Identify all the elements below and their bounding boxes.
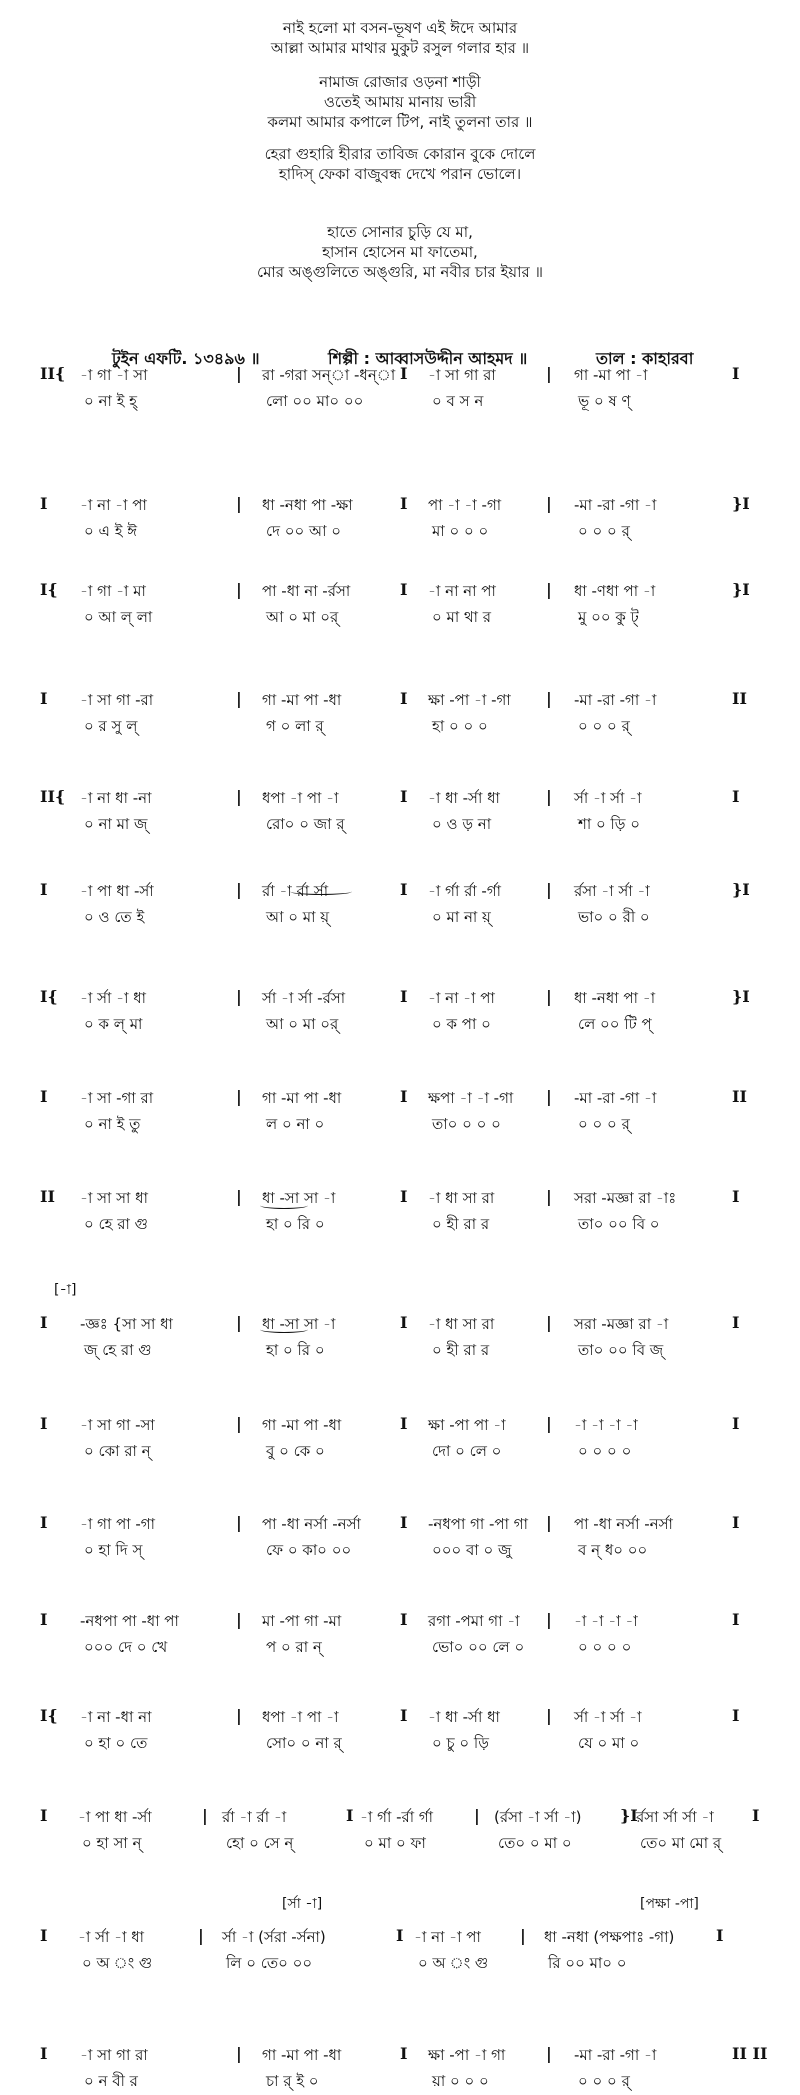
note-group: র্রসা -া র্সা -া [574,882,650,900]
syllable-group: ০ মা ০ ফা [364,1834,426,1852]
syllable-line [0,715,800,739]
bar-line: II [40,1187,55,1206]
syllable-group: হা ০ রি ০ [266,1341,325,1359]
note-group: -া না ধা -না [80,789,152,807]
bar-line: | [236,787,242,806]
syllable-group: ০ অ ং গু [418,1954,489,1972]
bar-line: I [732,1187,740,1206]
lyric-line: হাদিস্ ফেকা বাজুবন্ধ দেখে পরান ভোলে। [278,165,522,183]
note-group: -নধপা গা -পা গা [428,1515,528,1533]
note-group: -া সা গা -সা [80,1416,155,1434]
syllable-group: শা ০ ড়ি ০ [578,815,641,833]
bar-line: | [546,1610,552,1629]
record-number: টুইন এফটি. ১৩৪৯৬ ॥ [112,349,260,368]
syllable-group: আ ০ মা ০র্ [266,1015,339,1033]
bar-line: I [400,580,408,599]
lyric-line: নামাজ রোজার ওড়না শাড়ী [319,73,481,91]
syllable-line [0,520,800,544]
annotation-bracket: [র্সা -া] [282,1896,323,1912]
notation-line [0,1087,800,1111]
lyric-line: আল্লা আমার মাথার মুকুট রসুল গলার হার ॥ [270,39,530,57]
syllable-group: ০ অ ং গু [82,1954,153,1972]
notation-line [0,1610,800,1634]
syllable-line [0,606,800,630]
note-group: -মা -রা -গা -া [574,2046,657,2064]
bar-line: | [236,1414,242,1433]
lyric-line: হেরা গুহারি হীরার তাবিজ কোরান বুকে দোলে [264,145,536,163]
notation-line [0,580,800,604]
bar-line: }I [620,1806,638,1825]
bar-line: | [546,787,552,806]
notation-line [0,1187,800,1211]
syllable-group: ০ হী রা র [432,1341,490,1359]
note-group: ধপা -া পা -া [262,1708,339,1726]
notation-line [0,987,800,1011]
syllable-group: ০০০ বা ০ জু [432,1541,512,1559]
note-group: ক্ষা -পা -া -গা [428,691,511,709]
bar-line: | [520,1926,526,1945]
syllable-group: চা র্ ই ০ [266,2072,319,2090]
syllable-line [0,390,800,414]
bar-line: I{ [40,987,58,1006]
syllable-group: ০ না মা জ্ [84,815,148,833]
bar-line: I [400,1087,408,1106]
bar-line: | [236,2044,242,2063]
syllable-line [0,1952,800,1976]
notation-line [0,364,800,388]
notation-line [0,880,800,904]
note-group: -া না -ধা না [80,1708,152,1726]
syllable-group: ০ ০ ০ র্ [578,522,630,540]
lyric-line: মোর অঙ্গুলিতে অঙ্গুরি, মা নবীর চার ইয়ার ॥ [257,263,543,281]
syllable-group: ০০০ দে ০ খে [84,1638,168,1656]
bar-line: I [400,880,408,899]
tala-name: তাল : কাহারবা [596,349,694,368]
syllable-group: তে০ মা মো র্ [640,1834,722,1852]
bar-line: | [474,1806,480,1825]
bar-line: }I [732,580,750,599]
lyric-line: হাতে সোনার চুড়ি যে মা, [327,223,473,241]
notation-line [0,1706,800,1730]
syllable-group: ০ ন বী র [84,2072,138,2090]
note-group: -া ধা -র্সা ধা [428,1708,500,1726]
syllable-group: দে ০০ আ ০ [266,522,342,540]
syllable-line [0,1440,800,1464]
bar-line: | [236,494,242,513]
bar-line: I [400,689,408,708]
note-group: -মা -রা -গা -া [574,691,657,709]
bar-line: | [546,689,552,708]
syllable-group: ০ মা না য়্ [432,908,491,926]
bar-line: I [732,1610,740,1629]
syllable-group: ০ এ ই ঈ [84,522,138,540]
note-group: ধা -নধা পা -ক্ষা [262,496,353,514]
note-group: -া -া -া -া [574,1416,638,1434]
syllable-line [0,1539,800,1563]
note-group: পা -ধা নর্সা -নর্সা [574,1515,673,1533]
bar-line: I{ [40,1706,58,1725]
note-group: পা -ধা নর্সা -নর্সা [262,1515,361,1533]
bar-line: I [400,1610,408,1629]
syllable-group: ফে ০ কা০ ০০ [266,1541,352,1559]
bar-line: | [546,1706,552,1725]
note-group: গা -মা পা -ধা [262,1416,342,1434]
bar-line: II II [732,2044,768,2063]
notation-line [0,1926,800,1950]
bar-line: | [546,1313,552,1332]
note-group: -া ধা সা রা [428,1189,495,1207]
bar-line: I [400,364,408,383]
syllable-line [0,1213,800,1237]
note-group: -া গা -া মা [80,582,146,600]
syllable-group: লে ০০ টি প্ [578,1015,652,1033]
bar-line: I [40,1806,48,1825]
bar-line: | [236,880,242,899]
syllable-group: ০ আ ল্ লা [84,608,153,626]
note-group: -া র্গা র্রা -র্গা [428,882,502,900]
note-group: গা -মা পা -ধা [262,1089,342,1107]
syllable-group: হা ০ ০ ০ [432,717,488,735]
note-group: ক্ষা -পা -া গা [428,2046,506,2064]
note-group: র্রা -া র্রা র্সা [262,882,329,900]
lyrics-stanza-2 [0,72,800,132]
bar-line: | [236,1610,242,1629]
bar-line: | [546,2044,552,2063]
syllable-group: ০ ০ ০ ০ [578,1638,632,1656]
syllable-group: ভূ ০ ষ ণ্ [578,392,631,410]
bar-line: | [202,1806,208,1825]
bar-line: | [546,880,552,899]
note-group: র্সা -া র্সা -র্রসা [262,989,346,1007]
syllable-group: লি ০ তে০ ০০ [226,1954,313,1972]
note-group: -া ধা সা রা [428,1315,495,1333]
syllable-line [0,813,800,837]
syllable-group: ০ ও ড় না [432,815,492,833]
bar-line: I [40,880,48,899]
bar-line: I [40,494,48,513]
bar-line: | [546,364,552,383]
note-group: ক্ষপা -া -া -গা [428,1089,514,1107]
bar-line: I [40,1313,48,1332]
syllable-group: ০ ০ ০ র্ [578,717,630,735]
bar-line: I [40,1926,48,1945]
note-group: র্সা -া র্সা -া [574,1708,642,1726]
syllable-group: ০ ক পা ০ [432,1015,491,1033]
syllable-group: ০ না ই তু [84,1115,141,1133]
note-group: সরা -মজ্ঞা রা -া [574,1315,669,1333]
syllable-group: তা০ ০ ০ ০ [432,1115,501,1133]
note-group: র্রা -া র্রা -া [222,1808,287,1826]
note-group: -া র্সা -া ধা [78,1928,145,1946]
bar-line: I [400,787,408,806]
bar-line: I [400,1414,408,1433]
note-group: -া র্গা -র্রা র্গা [360,1808,434,1826]
syllable-group: ব ন্ ধ০ ০০ [578,1541,648,1559]
bar-line: | [546,1513,552,1532]
syllable-group: জ্ হে রা গু [84,1341,152,1359]
lyrics-stanza-1 [0,18,800,58]
bar-line: I [40,1414,48,1433]
note-group: রা -গরা সন্া -ধন্া [262,366,396,384]
syllable-line [0,2070,800,2094]
annotation-bracket: [পক্ষা -পা] [640,1896,699,1912]
syllable-group: গ ০ লা র্ [266,717,324,735]
syllable-group: ল ০ না ০ [266,1115,325,1133]
bar-line: | [546,494,552,513]
bar-line: | [236,580,242,599]
note-group: র্রসা র্সা র্সা -া [636,1808,714,1826]
syllable-group: তে০ ০ মা ০ [498,1834,572,1852]
syllable-group: ০ হা দি স্ [84,1541,143,1559]
syllable-group: তা০ ০০ বি ০ [578,1215,660,1233]
note-group: পা -া -া -গা [428,496,502,514]
note-group: (র্রসা -া র্সা -া) [494,1808,582,1826]
syllable-group: রি ০০ মা০ ০ [548,1954,627,1972]
bar-line: I [40,1610,48,1629]
note-group: -া পা ধা -র্সা [78,1808,152,1826]
bar-line: }I [732,494,750,513]
bar-line: I [732,1414,740,1433]
note-group: -নধপা পা -ধা পা [80,1612,179,1630]
note-group: -মা -রা -গা -া [574,1089,657,1107]
syllable-line [0,1013,800,1037]
note-group: রগা -পমা গা -া [428,1612,520,1630]
notation-line [0,1513,800,1537]
syllable-group: য়া ০ ০ ০ [432,2072,489,2090]
syllable-group: ০ হা সা ন্ [82,1834,142,1852]
note-group: -া সা গা রা [428,366,496,384]
bar-line: I [400,1706,408,1725]
bar-line: | [546,580,552,599]
note-group: র্সা -া র্সা -া [574,789,642,807]
syllable-group: যে ০ মা ০ [578,1734,640,1752]
bar-line: I [732,1513,740,1532]
bar-line: II{ [40,787,66,806]
bar-line: | [546,987,552,1006]
bar-line: I [732,1706,740,1725]
lyric-line: হাসান হোসেন মা ফাতেমা, [322,243,478,261]
note-group: -া সা গা -রা [80,691,154,709]
syllable-group: হা ০ রি ০ [266,1215,325,1233]
note-group: -া পা ধা -র্সা [80,882,154,900]
note-group: র্সা -া (র্সরা -র্সনা) [222,1928,326,1946]
syllable-group: মা ০ ০ ০ [432,522,489,540]
syllable-line [0,1832,800,1856]
note-group: -া গা -া সা [80,366,148,384]
syllable-group: ০ হা ০ তে [84,1734,148,1752]
bar-line: I{ [40,580,58,599]
syllable-group: রো০ ০ জা র্ [266,815,345,833]
note-group: ক্ষা -পা পা -া [428,1416,506,1434]
note-group: -া না -া পা [414,1928,481,1946]
syllable-group: আ ০ মা ০র্ [266,608,339,626]
note-group: গা -মা পা -া [574,366,648,384]
syllable-group: বু ০ কে ০ [266,1442,325,1460]
note-group: -া সা -গা রা [80,1089,154,1107]
note-group: ধা -সা সা -া [262,1315,336,1333]
bar-line: | [236,1187,242,1206]
bar-line: II [732,689,747,708]
syllable-group: তা০ ০০ বি জ্ [578,1341,664,1359]
note-group: ধা -নধা পা -া [574,989,656,1007]
syllable-group: হো ০ সে ন্ [226,1834,294,1852]
note-group: -মা -রা -গা -া [574,496,657,514]
bar-line: | [236,1313,242,1332]
syllable-group: ০ হী রা র [432,1215,490,1233]
syllable-group: সো০ ০ না র্ [266,1734,342,1752]
syllable-group: ০ ০ ০ র্ [578,2072,630,2090]
syllable-group: ০ ০ ০ র্ [578,1115,630,1133]
syllable-group: প ০ রা ন্ [266,1638,322,1656]
lyric-line: ওতেই আমায় মানায় ভারী [323,93,477,111]
bar-line: I [400,1187,408,1206]
bar-line: | [236,689,242,708]
note-group: -া না -া পা [80,496,147,514]
bar-line: I [732,1313,740,1332]
note-group: ধা -ণধা পা -া [574,582,656,600]
note-group: -জ্ঞঃ {সা সা ধা [80,1315,173,1333]
bar-line: II [732,1087,747,1106]
note-group: গা -মা পা -ধা [262,2046,342,2064]
note-group: -া না -া পা [428,989,495,1007]
bar-line: I [400,2044,408,2063]
syllable-group: ০ ক ল্ মা [84,1015,143,1033]
note-group: ধা -নধা (পক্ষপাঃ -গা) [544,1928,675,1946]
bar-line: }I [732,880,750,899]
syllable-line [0,1732,800,1756]
bar-line: | [236,1087,242,1106]
bar-line: I [396,1926,404,1945]
bar-line: I [716,1926,724,1945]
bar-line: | [236,1513,242,1532]
lyric-line: নাই হলো মা বসন-ভূষণ এই ঈদে আমার [282,19,518,37]
bar-line: I [346,1806,354,1825]
syllable-group: ০ না ই হ্ [84,392,138,410]
bar-line: | [236,1706,242,1725]
syllable-group: ০ ও তে ই [84,908,145,926]
note-group: -া গা পা -গা [80,1515,155,1533]
note-group: ধপা -া পা -া [262,789,339,807]
bar-line: I [40,689,48,708]
note-group: পা -ধা না -র্রসা [262,582,351,600]
syllable-group: ০ ব স ন [432,392,484,410]
syllable-group: ০ ০ ০ ০ [578,1442,632,1460]
bar-line: | [546,1414,552,1433]
syllable-line [0,906,800,930]
syllable-group: ০ হে রা গু [84,1215,148,1233]
notation-line [0,787,800,811]
bar-line: I [752,1806,760,1825]
note-group: সরা -মজ্ঞা রা -াঃ [574,1189,677,1207]
bar-line: I [40,1087,48,1106]
bar-line: I [732,787,740,806]
note-group: -া সা সা ধা [80,1189,148,1207]
bar-line: | [546,1187,552,1206]
bar-line: | [236,987,242,1006]
bar-line: | [546,1087,552,1106]
syllable-group: দো ০ লে ০ [432,1442,502,1460]
syllable-line [0,1636,800,1660]
syllable-group: ০ চু ০ ড়ি [432,1734,489,1752]
bar-line: | [236,364,242,383]
artist-name: শিল্পী : আব্বাসউদ্দীন আহমদ ॥ [328,349,528,368]
notation-line [0,1414,800,1438]
bar-line: I [400,987,408,1006]
bar-line: I [732,364,740,383]
note-group: -া -া -া -া [574,1612,638,1630]
bar-line: I [400,1313,408,1332]
note-group: -া সা গা রা [80,2046,148,2064]
lyrics-stanza-4 [0,222,800,282]
syllable-group: ০ কো রা ন্ [84,1442,151,1460]
syllable-group: ০ মা থা র [432,608,492,626]
note-group: -া না না পা [428,582,496,600]
notation-line [0,1806,800,1830]
syllable-group: ভো০ ০০ লে ০ [432,1638,525,1656]
lyrics-stanza-3 [0,144,800,184]
annotation-bracket: [-া] [54,1282,77,1298]
syllable-group: লো ০০ মা০ ০০ [266,392,364,410]
bar-line: I [400,494,408,513]
notation-line [0,2044,800,2068]
notation-line [0,1313,800,1337]
bar-line: | [198,1926,204,1945]
lyric-line: কলমা আমার কপালে টিপ, নাই তুলনা তার ॥ [267,113,533,131]
bar-line: I [40,2044,48,2063]
syllable-group: ভা০ ০ রী ০ [578,908,650,926]
syllable-group: মু ০০ কু ট্ [578,608,639,626]
note-group: মা -পা গা -মা [262,1612,342,1630]
bar-line: I [40,1513,48,1532]
syllable-group: ০ র সু ল্ [84,717,138,735]
bar-line: }I [732,987,750,1006]
syllable-line [0,1113,800,1137]
syllable-line [0,1339,800,1363]
bar-line: II{ [40,364,66,383]
note-group: গা -মা পা -ধা [262,691,342,709]
syllable-group: আ ০ মা য়্ [266,908,330,926]
notation-line [0,494,800,518]
note-group: -া র্সা -া ধা [80,989,147,1007]
bar-line: I [400,1513,408,1532]
notation-line [0,689,800,713]
note-group: -া ধা -র্সা ধা [428,789,500,807]
note-group: ধা -সা সা -া [262,1189,336,1207]
